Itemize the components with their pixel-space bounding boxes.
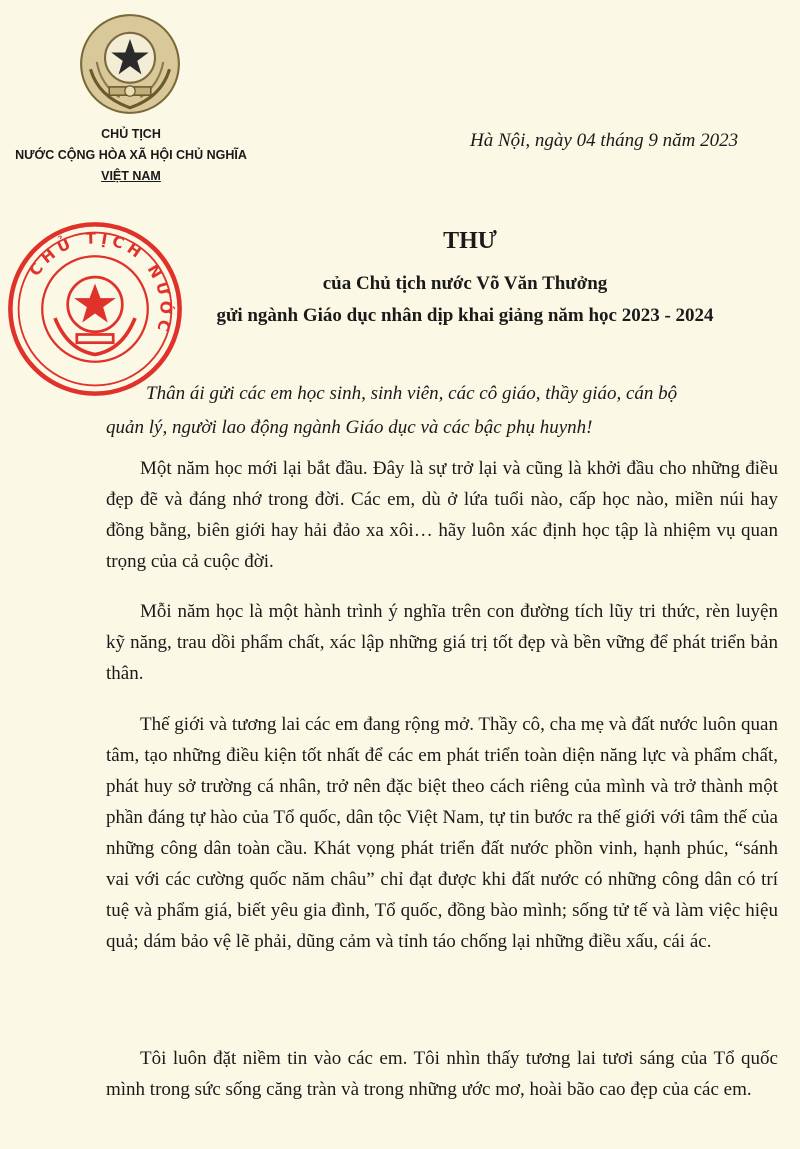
salutation-line-2: quản lý, người lao động ngành Giáo dục và các bậc phụ huynh!: [106, 417, 593, 438]
subtitle-line-1: của Chủ tịch nước Võ Văn Thưởng: [322, 273, 608, 294]
letter-title: THƯ: [443, 228, 497, 254]
official-seal-icon: [4, 218, 186, 400]
letter-subtitle: [170, 268, 760, 332]
paragraph-1-text: Một năm học mới lại bắt đầu. Đây là sự trở lại và cũng là khởi đầu cho những điều đẹp đẽ và đáng nhớ trong đời. Các em, dù ở lứa tuổi nào, cấp học nào, miền núi hay đồng bằng, biên giới hay hải đảo xa xôi… hãy luôn xác định học tập là nhiệm vụ quan trọng của cả cuộc đời.: [106, 458, 778, 572]
issuer-line-2: NƯỚC CỘNG HÒA XÃ HỘI CHỦ NGHĨA: [15, 148, 247, 162]
issuer-block: [0, 124, 262, 187]
paragraph-4-text: Tôi luôn đặt niềm tin vào các em. Tôi nhìn thấy tương lai tươi sáng của Tổ quốc mình trong sức sống căng tràn và trong những ước mơ, hoài bão cao đẹp của các em.: [106, 1048, 778, 1100]
issuer-line-1: CHỦ TỊCH: [101, 127, 161, 141]
issuer-line-3: VIỆT NAM: [101, 169, 161, 183]
paragraph-3-text: Thế giới và tương lai các em đang rộng mở. Thầy cô, cha mẹ và đất nước luôn quan tâm, tạo những điều kiện tốt nhất để các em phát triển toàn diện năng lực và phẩm chất, phát huy sở trường cá nhân, trở nên đặc biệt theo cách riêng của mình và trở thành một phần đáng tự hào của Tổ quốc, dân tộc Việt Nam, tự tin bước ra thế giới với tâm thế của những công dân toàn cầu. Khát vọng phát triển đất nước phồn vinh, hạnh phúc, “sánh vai với các cường quốc năm châu” chỉ đạt được khi đất nước có những công dân có trí tuệ và phẩm giá, biết yêu gia đình, Tổ quốc, đồng bào mình; sống tử tế và làm việc hiệu quả; dám bảo vệ lẽ phải, dũng cảm và tỉnh táo chống lại những điều xấu, cái ác.: [106, 714, 778, 952]
salutation-line-1: Thân ái gửi các em học sinh, sinh viên, các cô giáo, thầy giáo, cán bộ: [146, 383, 678, 404]
subtitle-line-2: gửi ngành Giáo dục nhân dịp khai giảng năm học 2023 - 2024: [216, 305, 714, 326]
paragraph-3: [106, 709, 778, 957]
national-emblem-icon: [78, 12, 182, 116]
place-date: Hà Nội, ngày 04 tháng 9 năm 2023: [470, 130, 739, 151]
salutation: [106, 377, 776, 445]
paragraph-1: [106, 453, 778, 577]
paragraph-2-text: Mỗi năm học là một hành trình ý nghĩa trên con đường tích lũy tri thức, rèn luyện kỹ năng, trau dồi phẩm chất, xác lập những giá trị tốt đẹp và bền vững để phát triển bản thân.: [106, 601, 778, 684]
paragraph-4: [106, 1043, 778, 1105]
paragraph-2: [106, 596, 778, 689]
seal-text: CHỦ TỊCH NƯỚC: [25, 229, 175, 338]
